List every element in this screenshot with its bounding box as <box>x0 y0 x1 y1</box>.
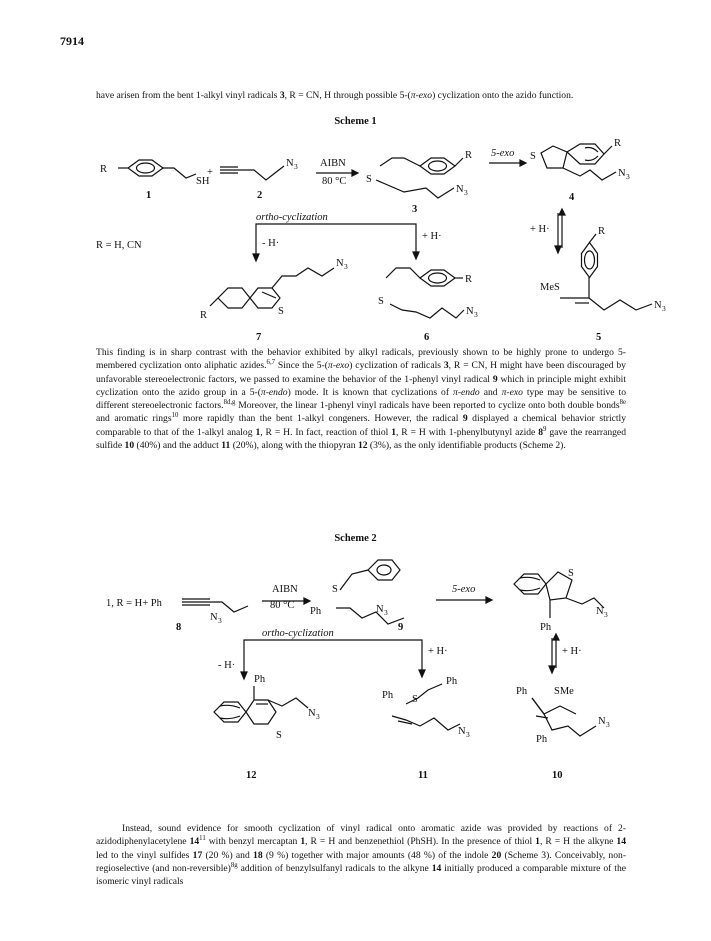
scheme2-label-ph-10b: Ph <box>536 734 548 745</box>
scheme2-label-n3-10-n: N <box>598 716 606 727</box>
scheme1-label-s-7: S <box>278 306 284 317</box>
paragraph-intro: have arisen from the bent 1-alkyl vinyl radicals 3, R = CN, H through possible 5-(π-exo) cyclization onto the azido function. <box>96 90 574 101</box>
scheme1-compound-2: 2 <box>257 190 263 201</box>
scheme2-label-s-spiro: S <box>568 568 574 579</box>
scheme1-label-n3-2-n: N <box>286 158 294 169</box>
scheme2-compound-10: 10 <box>552 770 563 781</box>
scheme2-minus-h: - H· <box>218 660 236 671</box>
scheme1-label-sh: SH <box>196 176 210 187</box>
scheme1-label-r-6: R <box>465 274 473 285</box>
scheme2-label-s-11: S <box>412 694 418 705</box>
scheme2-temp: 80 °C <box>270 600 295 611</box>
scheme2-5exo: 5-exo <box>452 584 476 595</box>
scheme2-figure <box>0 548 711 813</box>
scheme2-label-ph-9: Ph <box>310 606 322 617</box>
scheme2-reactant: 1, R = H+ Ph <box>106 598 162 609</box>
scheme2-label-sme: SMe <box>554 686 574 697</box>
scheme1-plus-h-4: + H· <box>530 224 550 235</box>
page-number: 7914 <box>60 34 84 48</box>
scheme1-compound-1: 1 <box>146 190 152 201</box>
scheme1-compound-6: 6 <box>424 332 430 343</box>
scheme2-ortho: ortho-cyclization <box>262 628 334 639</box>
scheme2-label-ph-spiro: Ph <box>540 622 552 633</box>
scheme1-plus-h: + H· <box>422 231 442 242</box>
scheme1-minus-h: - H· <box>262 238 280 249</box>
scheme1-label-n3-5-sub: 3 <box>662 304 666 313</box>
scheme2-aibn: AIBN <box>272 584 298 595</box>
scheme2-label-n3-11-n: N <box>458 726 466 737</box>
scheme1-label-n3-4-sub: 3 <box>626 172 630 181</box>
scheme2-label-n3-9-n: N <box>376 604 384 615</box>
scheme1-label-n3-3-sub: 3 <box>464 188 468 197</box>
scheme2-compound-11: 11 <box>418 770 428 781</box>
scheme1-label-mes: MeS <box>540 282 560 293</box>
scheme1-label-r-7: R <box>200 310 208 321</box>
scheme2-compound-8: 8 <box>176 622 182 633</box>
scheme1-label-n3-6-n: N <box>466 306 474 317</box>
scheme1-label-r-4: R <box>614 138 622 149</box>
paragraph-last: Instead, sound evidence for smooth cyclization of vinyl radical onto aromatic azide was provided by reactions of 2-azidodiphenylacetylene $14^{11}$ with benzyl mercaptan 1, R = H and benzenethiol (PhSH). In the presence of thiol 1, R = H the alkyne 14 led to the vinyl sulfides 17 (20 %) and 18 (9 %) together with major amounts (48 %) of the indole 20 (Scheme 3). Conceivably, non-regioselective (and non-reversible)$^{8g}$ addition of benzylsulfanyl radicals to the alkyne 14 initially produced a comparable mixture of the isomeric vinyl radicals <box>96 823 627 888</box>
scheme2-label-ph-11a: Ph <box>382 690 394 701</box>
scheme1-label-n3-2-sub: 3 <box>294 162 298 171</box>
scheme2-compound-9: 9 <box>398 622 404 633</box>
scheme2-label-n3-8-n: N <box>210 612 218 623</box>
paragraph-main: This finding is in sharp contrast with the behavior exhibited by alkyl radicals, previously shown to be highly prone to undergo 5-membered cyclization onto aliphatic azides.$^{6,7}$ Since the 5-(π-exo) cyclization of radicals 3, R = CN, H might have been discouraged by unfavorable stereoelectronic factors, we passed to examine the behavior of the 1-phenyl vinyl radical 9 which in principle might exhibit cyclization onto the azido group in a 5-(π-endo) mode. It is known that cyclizations of π-endo and π-exo type may be sensitive to different stereoelectronic factors.$^{8d,g}$ Moreover, the linear 1-phenyl vinyl radicals have been reported to cyclize onto both double bonds$^{8e}$ and aromatic rings$^{10}$ more rapidly than the bent 1-alkyl congeners. However, the radical 9 displayed a chemical behavior strictly comparable to that of the 1-alkyl analog 1, R = H. In fact, reaction of thiol 1, R = H with 1-phenylbutynyl azide $8^9$ gave the rearranged sulfide 10 (40%) and the adduct 11 (20%), along with the thiopyran 12 (3%), as the only identifiable products (Scheme 2). <box>96 347 627 452</box>
scheme2-label-n3-10-sub: 3 <box>606 720 610 729</box>
scheme1-ortho: ortho-cyclization <box>256 212 328 223</box>
scheme1-r-definition: R = H, CN <box>96 240 142 251</box>
scheme1-label-r-5: R <box>598 226 606 237</box>
scheme2-label-s-9: S <box>332 584 338 595</box>
scheme1-5exo: 5-exo <box>491 148 515 159</box>
scheme1-label-n3-7-sub: 3 <box>344 262 348 271</box>
scheme1-label-s-6: S <box>378 296 384 307</box>
scheme1-label-n3-3-n: N <box>456 184 464 195</box>
scheme2-label-n3-8-sub: 3 <box>218 616 222 625</box>
scheme2-label-n3-9-sub: 3 <box>384 608 388 617</box>
scheme1-label-n3-6-sub: 3 <box>474 310 478 319</box>
scheme2-title: Scheme 2 <box>334 533 377 544</box>
scheme1-label-r-1: R <box>100 164 108 175</box>
scheme2-label-n3-spiro-n: N <box>596 606 604 617</box>
scheme2-label-n3-11-sub: 3 <box>466 730 470 739</box>
scheme1-label-s-3: S <box>366 174 372 185</box>
scheme2-label-ph-12: Ph <box>254 674 266 685</box>
scheme2-label-ph-11b: Ph <box>446 676 458 687</box>
scheme2-label-ph-10a: Ph <box>516 686 528 697</box>
scheme2-compound-12: 12 <box>246 770 257 781</box>
scheme1-aibn: AIBN <box>320 158 346 169</box>
scheme1-label-n3-4-n: N <box>618 168 626 179</box>
scheme1-label-s-4: S <box>530 151 536 162</box>
scheme1-temp: 80 °C <box>322 176 347 187</box>
scheme1-compound-7: 7 <box>256 332 262 343</box>
scheme1-label-r-3: R <box>465 150 473 161</box>
scheme1-compound-5: 5 <box>596 332 602 343</box>
scheme1-title: Scheme 1 <box>334 116 377 127</box>
scheme2-label-n3-12-n: N <box>308 708 316 719</box>
scheme2-plus-h: + H· <box>428 646 448 657</box>
scheme1-label-n3-7-n: N <box>336 258 344 269</box>
scheme2-label-n3-12-sub: 3 <box>316 712 320 721</box>
scheme2-plus-h-10: + H· <box>562 646 582 657</box>
scheme1-compound-4: 4 <box>569 192 575 203</box>
scheme1-figure <box>0 128 711 343</box>
scheme2-label-n3-spiro-sub: 3 <box>604 610 608 619</box>
scheme2-label-s-12: S <box>276 730 282 741</box>
scheme1-label-n3-5-n: N <box>654 300 662 311</box>
scheme1-compound-3: 3 <box>412 204 418 215</box>
scheme1-plus: + <box>207 167 213 178</box>
